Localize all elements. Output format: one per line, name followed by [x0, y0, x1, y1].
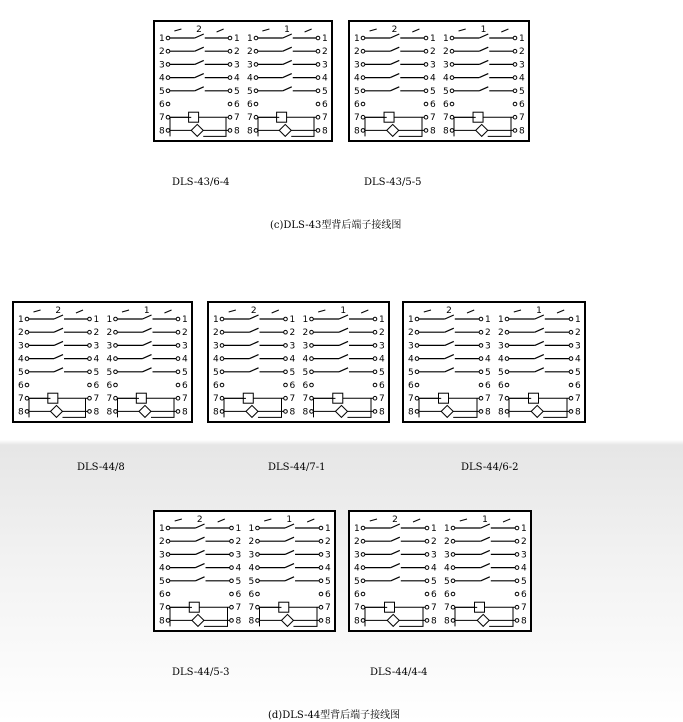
terminal-number: 8 [159, 616, 165, 627]
group-label-left: 2 [196, 25, 202, 35]
terminal-number: 5 [575, 367, 581, 378]
terminal-number: 8 [325, 616, 331, 627]
terminal-number: 3 [182, 341, 188, 352]
terminal-number: 2 [322, 47, 328, 58]
group-label-left: 2 [391, 25, 398, 35]
terminal-number: 6 [521, 590, 527, 600]
diagram-dls-44-6-2 [402, 301, 586, 423]
terminal-number: 6 [289, 381, 296, 391]
terminal-number: 4 [431, 563, 437, 574]
diagram-dls-44-8 [12, 301, 193, 423]
terminal-number: 7 [235, 603, 242, 614]
terminal-number: 3 [379, 341, 385, 352]
terminal-number: 2 [213, 328, 219, 339]
terminal-number: 1 [498, 315, 504, 325]
terminal-number: 1 [354, 524, 360, 534]
terminal-number: 4 [289, 354, 296, 365]
terminal-number: 5 [159, 86, 165, 97]
terminal-number: 6 [325, 590, 331, 600]
terminal-number: 1 [379, 315, 385, 325]
terminal-number: 3 [354, 60, 360, 71]
terminal-number: 1 [521, 524, 527, 534]
terminal-number: 8 [431, 616, 437, 627]
terminal-number: 7 [379, 394, 385, 405]
terminal-number: 2 [247, 47, 253, 58]
terminal-number: 6 [302, 381, 309, 391]
terminal-number: 5 [379, 367, 385, 378]
terminal-number: 6 [213, 381, 219, 391]
terminal-number: 1 [159, 34, 165, 44]
group-label-left: 2 [446, 306, 452, 316]
terminal-number: 4 [302, 354, 309, 365]
terminal-number: 7 [302, 394, 309, 405]
terminal-number: 6 [93, 381, 100, 391]
terminal-number: 5 [234, 86, 240, 97]
terminal-number: 8 [354, 126, 360, 137]
terminal-number: 2 [575, 328, 581, 339]
terminal-number: 3 [354, 550, 360, 561]
terminal-number: 1 [18, 315, 24, 325]
terminal-number: 3 [247, 60, 253, 71]
terminal-number: 8 [289, 407, 296, 418]
terminal-number: 5 [444, 576, 450, 587]
terminal-number: 6 [247, 100, 253, 110]
terminal-number: 1 [248, 524, 255, 534]
group-label-left: 2 [250, 306, 257, 316]
terminal-number: 1 [302, 315, 309, 325]
terminal-number: 7 [430, 113, 436, 124]
terminal-number: 3 [213, 341, 219, 352]
terminal-number: 4 [485, 354, 491, 365]
terminal-number: 5 [213, 367, 219, 378]
terminal-number: 2 [408, 328, 414, 339]
terminal-number: 8 [575, 407, 581, 418]
terminal-number: 2 [485, 328, 491, 339]
diagram-dls-44-5-3 [153, 510, 336, 632]
terminal-number: 6 [431, 590, 437, 600]
terminal-number: 8 [408, 407, 414, 418]
terminal-number: 6 [443, 100, 449, 110]
diagram-dls-44-4-4 [348, 510, 532, 632]
terminal-number: 5 [354, 576, 360, 587]
terminal-number: 2 [325, 537, 331, 548]
terminal-number: 1 [213, 315, 219, 325]
terminal-number: 6 [235, 590, 242, 600]
group-label-left: 2 [392, 515, 398, 525]
terminal-number: 5 [498, 367, 504, 378]
terminal-number: 8 [213, 407, 219, 418]
terminal-number: 6 [106, 381, 113, 391]
terminal-number: 3 [408, 341, 414, 352]
terminal-number: 8 [248, 616, 255, 627]
terminal-number: 3 [159, 60, 165, 71]
terminal-number: 2 [93, 328, 100, 339]
terminal-number: 1 [247, 34, 253, 44]
terminal-number: 3 [322, 60, 328, 71]
caption-dls-44-4-4: DLS-44/4-4 [370, 667, 428, 678]
terminal-number: 4 [93, 354, 100, 365]
terminal-number: 6 [248, 590, 255, 600]
terminal-number: 7 [213, 394, 219, 405]
terminal-number: 4 [159, 563, 165, 574]
terminal-number: 1 [575, 315, 581, 325]
terminal-number: 8 [485, 407, 491, 418]
caption-dls-44-6-2: DLS-44/6-2 [461, 462, 519, 473]
terminal-number: 3 [302, 341, 309, 352]
terminal-number: 6 [498, 381, 504, 391]
terminal-number: 6 [354, 590, 360, 600]
terminal-number: 8 [443, 126, 449, 137]
caption-dls-44-7-1: DLS-44/7-1 [268, 462, 326, 473]
terminal-number: 4 [444, 563, 450, 574]
diagram-dls-43-5-5 [348, 20, 530, 142]
terminal-number: 5 [354, 86, 360, 97]
terminal-number: 7 [247, 113, 253, 124]
terminal-number: 2 [234, 47, 240, 58]
terminal-number: 1 [430, 34, 436, 44]
terminal-number: 8 [93, 407, 100, 418]
terminal-schematic [14, 303, 191, 421]
terminal-number: 1 [106, 315, 113, 325]
terminal-number: 5 [159, 576, 165, 587]
terminal-number: 6 [322, 100, 328, 110]
terminal-number: 7 [159, 603, 165, 614]
terminal-number: 1 [408, 315, 414, 325]
terminal-number: 7 [519, 113, 525, 124]
group-label-right: 1 [340, 306, 347, 316]
terminal-number: 3 [18, 341, 24, 352]
terminal-number: 6 [234, 100, 240, 110]
terminal-number: 3 [519, 60, 525, 71]
terminal-number: 2 [443, 47, 449, 58]
terminal-number: 7 [322, 113, 328, 124]
terminal-schematic [350, 22, 528, 140]
terminal-number: 3 [431, 550, 437, 561]
terminal-number: 4 [354, 73, 360, 84]
caption-dls-43-5-5: DLS-43/5-5 [364, 177, 422, 188]
terminal-number: 7 [159, 113, 165, 124]
terminal-number: 6 [159, 590, 165, 600]
terminal-number: 2 [521, 537, 527, 548]
terminal-number: 6 [430, 100, 436, 110]
terminal-number: 7 [325, 603, 331, 614]
section-c-title: (c)DLS-43型背后端子接线图 [270, 220, 402, 231]
terminal-number: 3 [498, 341, 504, 352]
terminal-number: 7 [498, 394, 504, 405]
group-label-left: 2 [55, 306, 62, 316]
group-label-right: 1 [284, 25, 290, 35]
terminal-number: 4 [408, 354, 414, 365]
terminal-number: 1 [322, 34, 328, 44]
terminal-number: 3 [106, 341, 113, 352]
group-label-right: 1 [480, 25, 487, 35]
terminal-schematic [350, 512, 530, 630]
terminal-number: 2 [182, 328, 188, 339]
terminal-number: 8 [498, 407, 504, 418]
terminal-number: 7 [18, 394, 24, 405]
terminal-number: 7 [443, 113, 449, 124]
terminal-number: 6 [18, 381, 24, 391]
terminal-number: 8 [235, 616, 242, 627]
terminal-number: 8 [444, 616, 450, 627]
terminal-number: 6 [485, 381, 491, 391]
terminal-number: 3 [159, 550, 165, 561]
terminal-number: 5 [248, 576, 255, 587]
terminal-number: 2 [519, 47, 525, 58]
terminal-number: 8 [18, 407, 24, 418]
terminal-number: 8 [379, 407, 385, 418]
terminal-number: 3 [443, 60, 449, 71]
terminal-number: 4 [106, 354, 113, 365]
diagram-dls-44-7-1 [207, 301, 390, 423]
terminal-number: 1 [443, 34, 449, 44]
terminal-number: 4 [443, 73, 449, 84]
caption-dls-43-6-4: DLS-43/6-4 [172, 177, 230, 188]
terminal-number: 5 [93, 367, 100, 378]
terminal-number: 6 [182, 381, 188, 391]
terminal-number: 8 [521, 616, 527, 627]
terminal-number: 5 [106, 367, 113, 378]
terminal-number: 7 [408, 394, 414, 405]
group-label-left: 2 [196, 515, 203, 525]
terminal-number: 5 [408, 367, 414, 378]
group-label-right: 1 [143, 306, 150, 316]
terminal-number: 2 [248, 537, 255, 548]
terminal-number: 1 [485, 315, 491, 325]
terminal-number: 8 [302, 407, 309, 418]
terminal-number: 2 [354, 47, 360, 58]
terminal-number: 8 [354, 616, 360, 627]
terminal-number: 1 [444, 524, 450, 534]
terminal-number: 4 [379, 354, 385, 365]
terminal-number: 8 [106, 407, 113, 418]
terminal-number: 5 [519, 86, 525, 97]
caption-dls-44-5-3: DLS-44/5-3 [172, 667, 230, 678]
terminal-number: 5 [431, 576, 437, 587]
terminal-number: 7 [289, 394, 296, 405]
terminal-number: 7 [248, 603, 255, 614]
group-label-right: 1 [482, 515, 488, 525]
terminal-number: 6 [444, 590, 450, 600]
terminal-number: 6 [354, 100, 360, 110]
terminal-number: 4 [247, 73, 253, 84]
section-d-title: (d)DLS-44型背后端子接线图 [268, 710, 401, 721]
terminal-number: 8 [519, 126, 525, 137]
terminal-number: 2 [18, 328, 24, 339]
terminal-number: 5 [182, 367, 188, 378]
terminal-number: 7 [575, 394, 581, 405]
terminal-number: 4 [519, 73, 525, 84]
terminal-number: 7 [106, 394, 113, 405]
terminal-number: 6 [519, 100, 525, 110]
terminal-number: 4 [325, 563, 331, 574]
terminal-number: 2 [159, 47, 165, 58]
terminal-number: 4 [234, 73, 240, 84]
terminal-number: 5 [485, 367, 491, 378]
terminal-number: 2 [379, 328, 385, 339]
terminal-number: 5 [322, 86, 328, 97]
terminal-number: 6 [575, 381, 581, 391]
terminal-number: 8 [322, 126, 328, 137]
terminal-number: 5 [521, 576, 527, 587]
terminal-number: 6 [379, 381, 385, 391]
terminal-number: 4 [248, 563, 255, 574]
terminal-number: 7 [93, 394, 100, 405]
terminal-number: 3 [234, 60, 240, 71]
terminal-number: 3 [325, 550, 331, 561]
terminal-number: 3 [485, 341, 491, 352]
terminal-number: 3 [575, 341, 581, 352]
terminal-number: 2 [444, 537, 450, 548]
terminal-number: 2 [430, 47, 436, 58]
terminal-number: 1 [519, 34, 525, 44]
terminal-schematic [404, 303, 584, 421]
terminal-number: 3 [93, 341, 100, 352]
terminal-number: 5 [18, 367, 24, 378]
terminal-number: 4 [213, 354, 219, 365]
group-label-right: 1 [536, 306, 542, 316]
terminal-number: 3 [430, 60, 436, 71]
terminal-number: 1 [182, 315, 188, 325]
terminal-number: 2 [106, 328, 113, 339]
terminal-number: 1 [159, 524, 165, 534]
terminal-number: 6 [408, 381, 414, 391]
terminal-number: 3 [289, 341, 296, 352]
terminal-number: 5 [325, 576, 331, 587]
terminal-number: 4 [235, 563, 242, 574]
terminal-number: 2 [235, 537, 242, 548]
terminal-number: 4 [182, 354, 188, 365]
group-label-right: 1 [286, 515, 293, 525]
terminal-number: 5 [247, 86, 253, 97]
terminal-number: 4 [18, 354, 24, 365]
terminal-number: 4 [430, 73, 436, 84]
caption-dls-44-8: DLS-44/8 [77, 462, 125, 473]
terminal-number: 5 [302, 367, 309, 378]
terminal-number: 8 [159, 126, 165, 137]
terminal-number: 1 [289, 315, 296, 325]
terminal-number: 2 [302, 328, 309, 339]
terminal-number: 7 [182, 394, 188, 405]
terminal-number: 5 [430, 86, 436, 97]
terminal-number: 4 [159, 73, 165, 84]
terminal-number: 7 [444, 603, 450, 614]
terminal-number: 4 [498, 354, 504, 365]
terminal-number: 7 [354, 603, 360, 614]
terminal-number: 3 [521, 550, 527, 561]
terminal-schematic [209, 303, 388, 421]
terminal-number: 8 [247, 126, 253, 137]
terminal-number: 6 [159, 100, 165, 110]
terminal-number: 7 [354, 113, 360, 124]
terminal-number: 1 [235, 524, 242, 534]
terminal-number: 8 [234, 126, 240, 137]
terminal-number: 3 [444, 550, 450, 561]
terminal-number: 1 [325, 524, 331, 534]
terminal-number: 2 [431, 537, 437, 548]
terminal-number: 1 [93, 315, 100, 325]
terminal-number: 1 [354, 34, 360, 44]
terminal-number: 4 [322, 73, 328, 84]
terminal-number: 4 [575, 354, 581, 365]
terminal-number: 4 [354, 563, 360, 574]
diagram-dls-43-6-4 [153, 20, 333, 142]
terminal-number: 2 [498, 328, 504, 339]
terminal-number: 2 [354, 537, 360, 548]
terminal-number: 5 [289, 367, 296, 378]
terminal-number: 7 [485, 394, 491, 405]
terminal-number: 3 [235, 550, 242, 561]
terminal-number: 7 [431, 603, 437, 614]
terminal-number: 1 [234, 34, 240, 44]
terminal-number: 7 [234, 113, 240, 124]
terminal-number: 4 [521, 563, 527, 574]
terminal-schematic [155, 512, 334, 630]
terminal-number: 2 [289, 328, 296, 339]
terminal-number: 3 [248, 550, 255, 561]
terminal-number: 7 [521, 603, 527, 614]
terminal-number: 8 [182, 407, 188, 418]
terminal-number: 8 [430, 126, 436, 137]
terminal-number: 2 [159, 537, 165, 548]
terminal-number: 1 [431, 524, 437, 534]
terminal-number: 5 [235, 576, 242, 587]
terminal-schematic [155, 22, 331, 140]
terminal-number: 5 [443, 86, 449, 97]
